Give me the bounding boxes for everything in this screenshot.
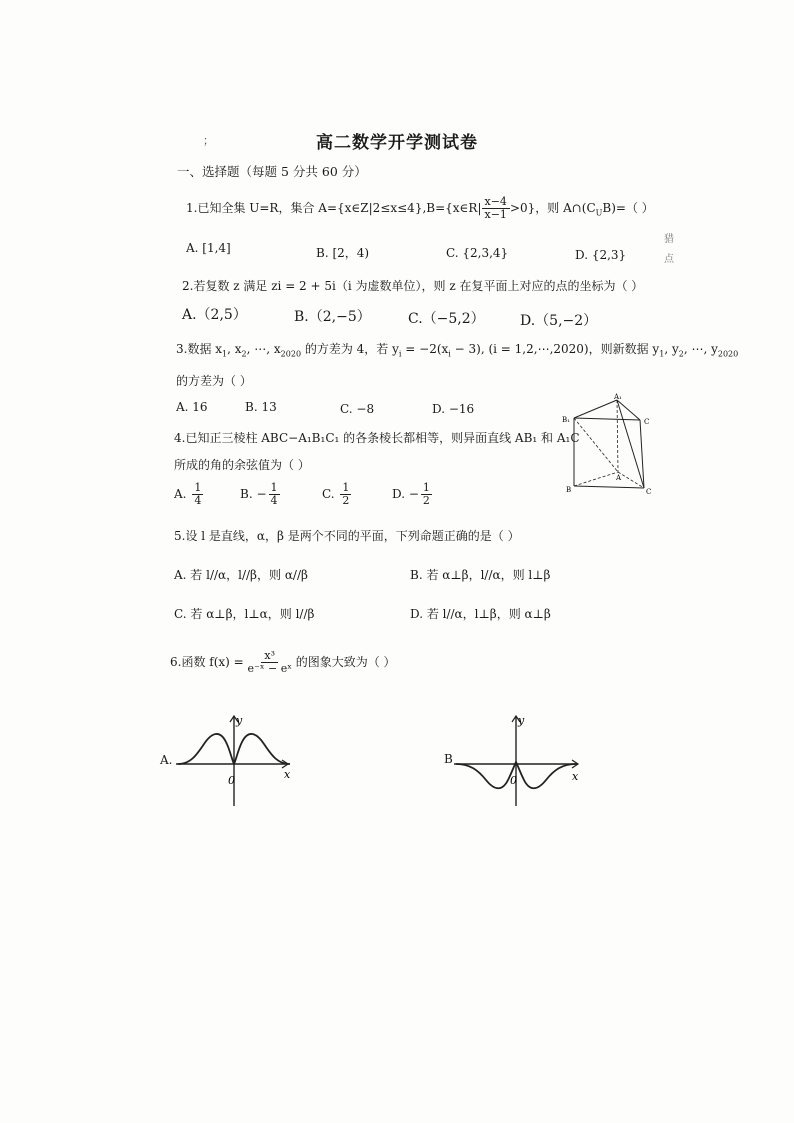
label-b1: B₁ bbox=[562, 416, 570, 424]
edge-bc bbox=[574, 486, 644, 488]
graph-b-origin: 0 bbox=[510, 774, 517, 787]
graph-a bbox=[176, 712, 296, 808]
q3-seg: = −2(x bbox=[401, 342, 449, 356]
frac-num: 1 bbox=[342, 481, 350, 494]
q6-text-post: 的图象大致为（ ） bbox=[291, 655, 396, 669]
frac-num: 1 bbox=[422, 481, 430, 494]
q4-opt-label: C. bbox=[322, 487, 335, 501]
q1-frac-num: x−4 bbox=[482, 196, 510, 209]
q3-sub: i bbox=[398, 349, 402, 359]
edge-b1a1 bbox=[574, 400, 617, 418]
q1-option-d: D. {2,3} bbox=[575, 248, 627, 262]
q1-text-post: >0}，则 A∩(C bbox=[509, 201, 596, 215]
question-5: 5.设 l 是直线，α，β 是两个不同的平面，下列命题正确的是（ ） bbox=[174, 529, 520, 543]
graph-b bbox=[454, 712, 584, 808]
frac-den: 2 bbox=[342, 494, 350, 507]
q3-sub: i bbox=[448, 349, 451, 359]
label-a: A bbox=[616, 474, 622, 482]
q2-option-c: C.（−5,2） bbox=[408, 311, 485, 327]
label-c: C bbox=[646, 488, 652, 496]
question-6 bbox=[170, 650, 396, 675]
q3-option-c: C. −8 bbox=[340, 402, 375, 416]
q3-seg: , ⋯, x bbox=[246, 342, 281, 356]
q3-sub: 1 bbox=[222, 349, 228, 359]
label-a1: A₁ bbox=[614, 393, 622, 401]
graph-b-y-label: y bbox=[518, 714, 525, 727]
q5-option-c: C. 若 α⊥β，l⊥α，则 l//β bbox=[174, 607, 315, 621]
frac-den: 2 bbox=[422, 494, 430, 507]
q3-seg: , y bbox=[664, 342, 679, 356]
question-2: 2.若复数 z 满足 zi = 2 + 5i（i 为虚数单位），则 z 在复平面上对应的点的坐标为（ ） bbox=[182, 279, 644, 293]
graph-b-x-label: x bbox=[572, 770, 579, 783]
q4-opt-sign: − bbox=[408, 487, 419, 501]
q5-option-a: A. 若 l//α，l//β，则 α//β bbox=[174, 568, 308, 582]
q3-option-a: A. 16 bbox=[176, 400, 208, 414]
q2-option-d: D.（5,−2） bbox=[520, 313, 598, 329]
q3-sub: 2 bbox=[241, 349, 247, 359]
q6-text-pre: 6.函数 f(x) = bbox=[170, 655, 244, 669]
q2-option-a: A.（2,5） bbox=[182, 307, 247, 323]
q5-option-d: D. 若 l//α，l⊥β，则 α⊥β bbox=[410, 607, 551, 621]
segment-ab1-hidden bbox=[574, 418, 618, 472]
q4-opt-label: A. bbox=[174, 487, 187, 501]
edge-b1c1 bbox=[574, 418, 640, 420]
q6-frac-den: e⁻ˣ − eˣ bbox=[247, 662, 292, 675]
edge-aa1-hidden bbox=[617, 400, 618, 472]
label-b: B bbox=[566, 486, 572, 494]
q3-option-d: D. −16 bbox=[432, 402, 475, 416]
q4-option-a bbox=[174, 482, 205, 507]
question-4-line-2: 所成的角的余弦值为（ ） bbox=[174, 458, 310, 472]
q1-sub: U bbox=[595, 208, 603, 218]
q1-frac-den: x−1 bbox=[484, 208, 507, 221]
question-4-line-1: 4.已知正三棱柱 ABC−A₁B₁C₁ 的各条棱长都相等，则异面直线 AB₁ 和 A₁C bbox=[174, 431, 580, 445]
q3-option-b: B. 13 bbox=[245, 400, 277, 414]
graph-a-x-label: x bbox=[284, 768, 291, 781]
q3-seg: 的方差为 4，若 y bbox=[301, 342, 399, 356]
frac-num: 1 bbox=[270, 481, 278, 494]
q3-seg: , x bbox=[227, 342, 242, 356]
q3-sub: 2020 bbox=[280, 349, 302, 359]
frac-num: 1 bbox=[194, 481, 202, 494]
graph-a-y-label: y bbox=[236, 714, 243, 727]
q3-seg: , ⋯, y bbox=[683, 342, 718, 356]
q4-opt-frac bbox=[269, 482, 280, 507]
q4-opt-label: D. bbox=[392, 487, 406, 501]
q3-seg: − 3), (i = 1,2,⋯,2020)，则新数据 y bbox=[450, 342, 660, 356]
edge-text-1: 猎 bbox=[664, 234, 674, 245]
q1-option-b: B. [2，4) bbox=[316, 246, 370, 260]
q4-option-b bbox=[240, 482, 282, 507]
question-3-line-1 bbox=[176, 340, 738, 358]
q3-sub: 2 bbox=[678, 349, 684, 359]
q3-sub: 1 bbox=[659, 349, 665, 359]
frac-den: 4 bbox=[194, 494, 202, 507]
frac-den: 4 bbox=[270, 494, 278, 507]
q3-seg: 3.数据 x bbox=[176, 342, 223, 356]
q4-opt-label: B. bbox=[240, 487, 253, 501]
q4-opt-frac bbox=[192, 482, 203, 507]
graph-a-label: A. bbox=[160, 753, 173, 767]
q1-option-a: A. [1,4] bbox=[186, 241, 231, 255]
q1-fraction bbox=[482, 196, 510, 221]
edge-text-2: 点 bbox=[664, 254, 674, 265]
q6-frac-num: x³ bbox=[261, 650, 278, 663]
label-c1: C bbox=[644, 418, 650, 426]
q4-option-d bbox=[392, 482, 434, 507]
q4-option-c bbox=[322, 482, 353, 507]
q4-opt-sign: − bbox=[256, 487, 267, 501]
section-heading: 一、选择题（每题 5 分共 60 分） bbox=[177, 164, 367, 179]
edge-ab-hidden bbox=[574, 472, 618, 486]
page-title: 高二数学开学测试卷 bbox=[316, 133, 478, 153]
q4-opt-frac bbox=[421, 482, 432, 507]
q1-text-end: B)=（ ） bbox=[602, 201, 654, 215]
question-1 bbox=[186, 196, 654, 221]
q3-sub: 2020 bbox=[717, 349, 739, 359]
q5-option-b: B. 若 α⊥β，l//α，则 l⊥β bbox=[410, 568, 551, 582]
question-3-line-2: 的方差为（ ） bbox=[176, 374, 252, 388]
stray-mark: ； bbox=[203, 134, 214, 147]
q1-option-c: C. {2,3,4} bbox=[446, 246, 509, 260]
q6-fraction bbox=[248, 650, 292, 675]
q4-opt-frac bbox=[340, 482, 351, 507]
prism-figure bbox=[560, 392, 660, 500]
graph-b-label: B bbox=[444, 752, 453, 766]
q1-text: 1.已知全集 U=R，集合 A={x∈Z|2≤x≤4},B={x∈R| bbox=[186, 201, 482, 215]
q2-option-b: B.（2,−5） bbox=[294, 309, 371, 325]
graph-a-origin: 0 bbox=[228, 774, 235, 787]
